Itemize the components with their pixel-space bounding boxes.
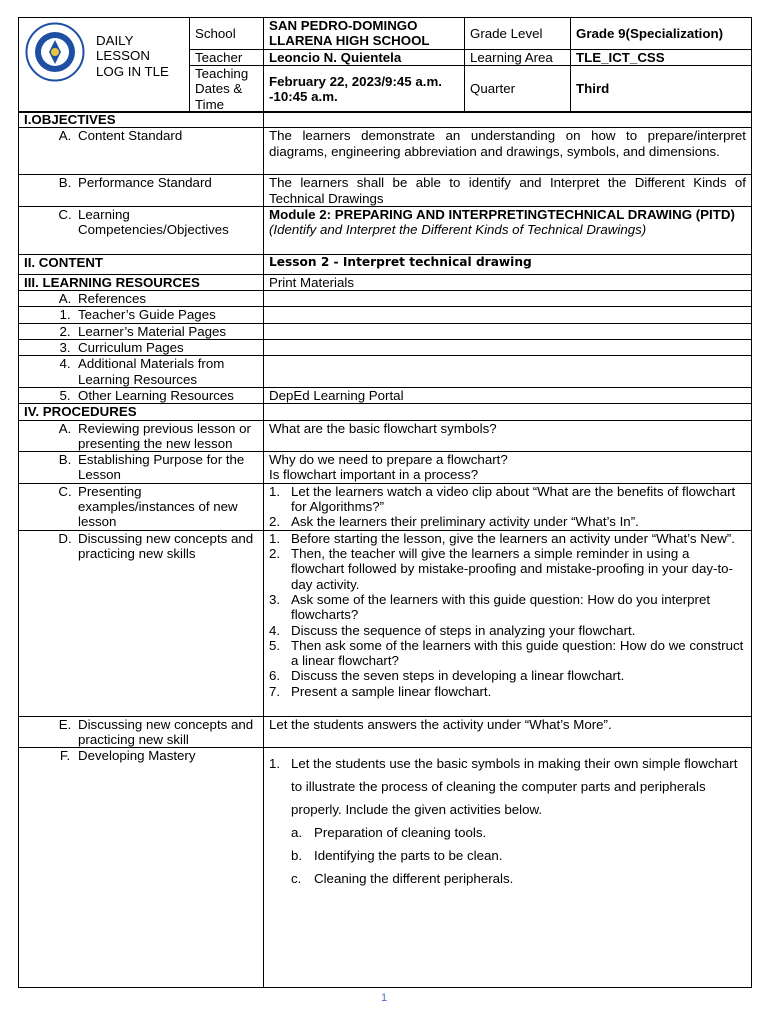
- content-row: [19, 254, 752, 274]
- resources-value: Print Materials: [264, 274, 752, 290]
- dates-value: February 22, 2023/9:45 a.m. -10:45 a.m.: [264, 65, 465, 112]
- school-value: SAN PEDRO-DOMINGO LLARENA HIGH SCHOOL: [264, 18, 465, 50]
- dll-title: DAILY LESSON LOG IN TLE: [96, 33, 169, 79]
- header-table: [18, 17, 752, 113]
- resources-heading: III. LEARNING RESOURCES: [19, 274, 264, 290]
- performance-standard-label: Performance Standard: [78, 175, 212, 191]
- quarter-value: Third: [571, 65, 752, 112]
- references-label: References: [78, 291, 146, 307]
- quarter-label: Quarter: [465, 65, 571, 112]
- procedure-f-row: F. Developing Mastery 1. Let the students use the basic symbols in making their own simple flowchart to illustrate the process of cleaning the computer parts and peripherals properly. Include the given activities below. a. Preparation of cleaning tools. b. Identifying the parts to be clean. c. Cleaning the different peripherals.: [19, 748, 752, 988]
- resource-row: 2. Learner’s Material Pages: [19, 323, 752, 339]
- procedures-heading: IV. PROCEDURES: [19, 404, 264, 420]
- procedures-row: [19, 404, 752, 420]
- performance-standard-row: B. Performance Standard The learners shall be able to identify and Interpret the Different Kinds of Technical Drawings: [19, 175, 752, 207]
- references-row: A. References: [19, 291, 752, 307]
- school-label: School: [190, 18, 264, 50]
- performance-standard-value: The learners shall be able to identify and Interpret the Different Kinds of Technical Drawings: [264, 175, 752, 207]
- teacher-label: Teacher: [190, 49, 264, 65]
- deped-seal-icon: [25, 22, 85, 82]
- procedure-a-row: A. Reviewing previous lesson or presenting the new lesson What are the basic flowchart symbols?: [19, 420, 752, 452]
- dates-label: Teaching Dates & Time: [190, 65, 264, 112]
- grade-value: Grade 9(Specialization): [571, 18, 752, 50]
- content-standard-value: The learners demonstrate an understanding on how to prepare/interpret diagrams, engineering abbreviation and drawings, symbols, and dimensions.: [264, 128, 752, 175]
- area-label: Learning Area: [465, 49, 571, 65]
- procedure-b-row: B. Establishing Purpose for the Lesson Why do we need to prepare a flowchart? Is flowchart important in a process?: [19, 452, 752, 484]
- resource-row: 3. Curriculum Pages: [19, 340, 752, 356]
- resource-row: 5. Other Learning Resources DepEd Learning Portal: [19, 387, 752, 403]
- procedure-c-row: C. Presenting examples/instances of new lesson 1. Let the learners watch a video clip about “What are the benefits of flowchart for Algorithms?” 2. Ask the learners their preliminary activity under “What’s In”.: [19, 483, 752, 530]
- lesson-table: [18, 111, 752, 988]
- teacher-value: Leoncio N. Quientela: [264, 49, 465, 65]
- resources-row: [19, 274, 752, 290]
- resource-row: 1. Teacher’s Guide Pages: [19, 307, 752, 323]
- page-number: 1: [380, 992, 388, 1004]
- content-standard-row: A. Content Standard The learners demonstrate an understanding on how to prepare/interpret diagrams, engineering abbreviation and drawings, symbols, and dimensions.: [19, 128, 752, 175]
- objectives-heading: I.OBJECTIVES: [19, 112, 264, 128]
- competencies-label: Learning Competencies/Objectives: [78, 206, 229, 238]
- content-heading: II. CONTENT: [19, 254, 264, 274]
- content-value: Lesson 2 - Interpret technical drawing: [264, 254, 752, 274]
- header-title-cell: [19, 18, 190, 113]
- grade-label: Grade Level: [465, 18, 571, 50]
- competencies-row: C. Learning Competencies/Objectives Module 2: PREPARING AND INTERPRETINGTECHNICAL DRAWING (PITD) (Identify and Interpret the Different Kinds of Technical Drawings): [19, 206, 752, 254]
- competencies-value: Module 2: PREPARING AND INTERPRETINGTECHNICAL DRAWING (PITD) (Identify and Interpret the Different Kinds of Technical Drawings): [264, 206, 752, 254]
- resource-row: 4. Additional Materials from Learning Resources: [19, 356, 752, 388]
- procedure-d-row: D. Discussing new concepts and practicing new skills 1. Before starting the lesson, give the learners an activity under “What’s New”. 2. Then, the teacher will give the learners a simple reminder in using a flowchart followed by mistake-proofing and mistake-proofing in your day-to-day activity. 3. Ask some of the learners with this guide question: How do you interpret flowcharts? 4. Discuss the sequence of steps in analyzing your flowchart. 5. Then ask some of the learners with this guide question: How do we construct a linear flowchart? 6. Discuss the seven steps in developing a linear flowchart. 7. Present a sample linear flowchart.: [19, 530, 752, 716]
- content-standard-label: Content Standard: [78, 128, 183, 144]
- objectives-row: [19, 112, 752, 128]
- area-value: TLE_ICT_CSS: [571, 49, 752, 65]
- procedure-e-row: E. Discussing new concepts and practicing new skill Let the students answers the activity under “What’s More”.: [19, 716, 752, 748]
